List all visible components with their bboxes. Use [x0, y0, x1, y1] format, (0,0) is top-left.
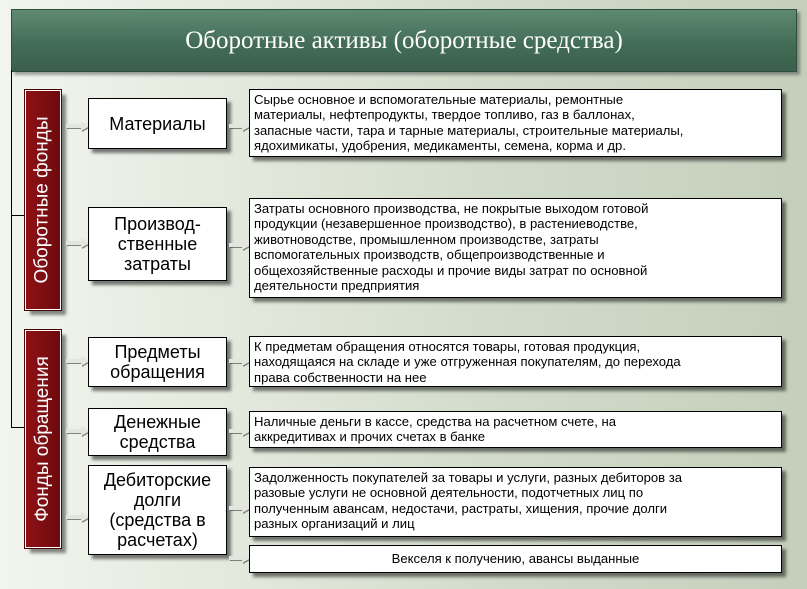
item-receivables-label: Дебиторские долги (средства в расчетах) [103, 470, 212, 550]
desc-production-costs: Затраты основного производства, не покрытые выходом готовой продукции (незавершенное производство), в растениеводстве, животноводстве, промышленном производстве, затраты вспомогательных производств, общепроизводственные и общехозяйственные расходы и прочие виды затрат по основной деятельности предприятия [249, 198, 782, 298]
group-working-funds-label: Оборотные фонды [32, 116, 54, 284]
desc-receivables: Задолженность покупателей за товары и услуги, разных дебиторов за разовые услуги не основной деятельности, подотчетных лиц по полученным авансам, недостачи, растраты, хищения, прочие долги разных организаций и лиц [249, 467, 782, 537]
arrow-receivables-to-bills [229, 553, 251, 563]
main-trunk-line [11, 70, 12, 427]
title-bar [11, 9, 797, 72]
arrow-receivables-to-desc [229, 503, 251, 513]
arrow-group-to-receivables [66, 512, 90, 522]
item-cash-label: Денежные средства [114, 412, 201, 452]
item-production-costs [88, 207, 227, 281]
arrow-production-to-desc [229, 240, 251, 250]
funds-connector [11, 215, 25, 216]
arrow-materials-to-desc [229, 121, 251, 131]
group-circulation-funds [25, 330, 61, 548]
desc-bills-receivable: Векселя к получению, авансы выданные [249, 545, 782, 573]
group-working-funds [25, 90, 61, 310]
arrow-group-to-cash [66, 426, 90, 436]
group-circulation-funds-label: Фонды обращения [32, 356, 53, 522]
item-cash [88, 408, 227, 456]
item-materials [88, 98, 227, 149]
item-production-costs-label: Производ- ственные затраты [114, 214, 201, 274]
item-receivables [88, 465, 227, 555]
desc-cash: Наличные деньги в кассе, средства на расчетном счете, на аккредитивах и прочих счетах в банке [249, 411, 782, 448]
arrow-goods-to-desc [229, 356, 251, 366]
diagram-title: Оборотные активы (оборотные средства) [185, 26, 623, 54]
item-materials-label: Материалы [109, 113, 206, 134]
arrow-group-to-goods [66, 356, 90, 366]
arrow-group-to-materials [66, 121, 90, 131]
arrow-cash-to-desc [229, 426, 251, 436]
item-goods-in-circulation [88, 337, 227, 387]
desc-materials: Сырье основное и вспомогательные материалы, ремонтные материалы, нефтепродукты, твердое топливо, газ в баллонах, запасные части, тара и тарные материалы, строительные материалы, ядохимикаты, удобрения, медикаменты, семена, корма и др. [249, 89, 782, 157]
item-goods-label: Предметы обращения [110, 342, 205, 382]
arrow-group-to-production-costs [66, 238, 90, 248]
circulation-connector [11, 427, 25, 428]
desc-goods-in-circulation: К предметам обращения относятся товары, готовая продукция, находящаяся на складе и уже отгруженная покупателям, до перехода права собственности на нее [249, 336, 782, 387]
